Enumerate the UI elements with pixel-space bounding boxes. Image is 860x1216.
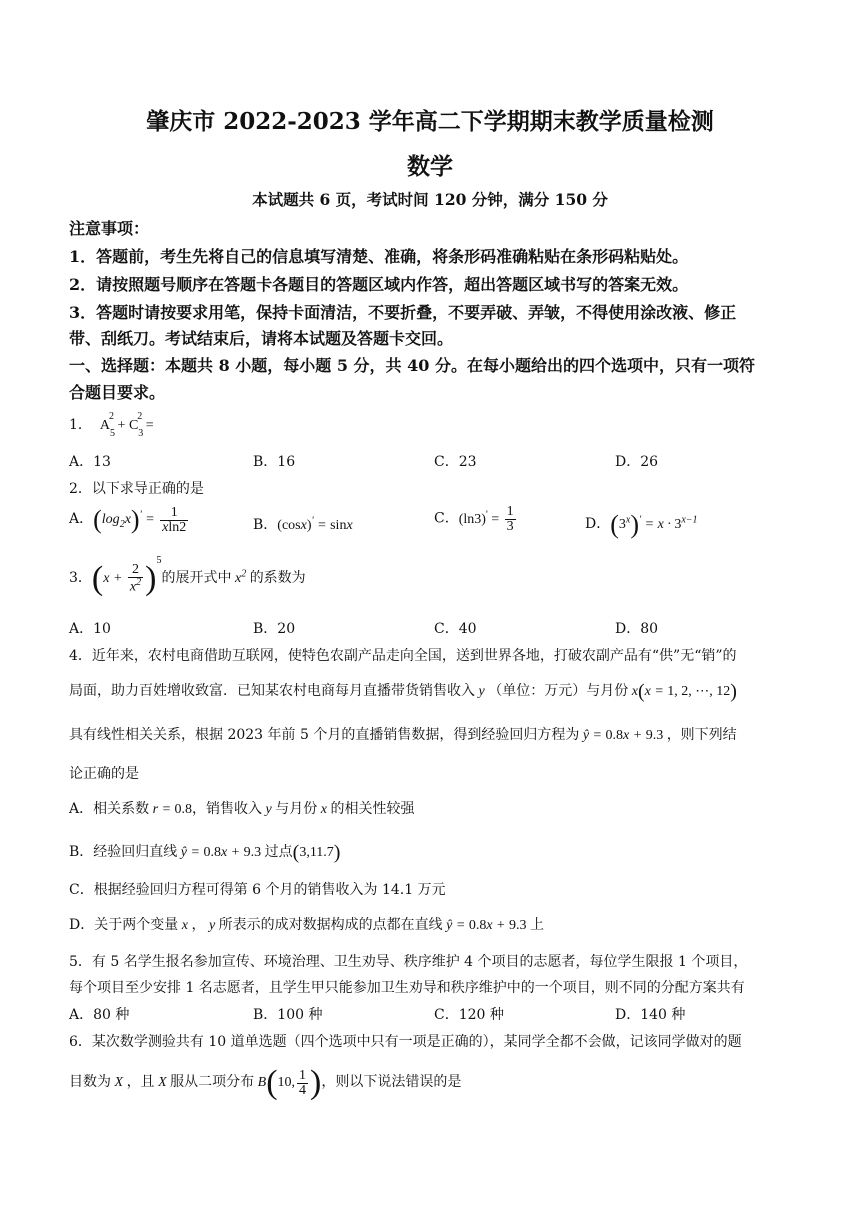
q2-option-a: A．$(\log_2x)'$ = $\frac{1}{xln2}$ (69, 504, 187, 535)
question-5-line-1: 5．有 5 名学生报名参加宣传、环境治理、卫生劝导、秩序维护 4 个项目的志愿者，每位学生限报 1 个项目， (69, 954, 748, 970)
q2-option-c: C．(ln3)' = $\frac{1}{3}$ (434, 504, 514, 534)
q1-option-d: D．26 (615, 454, 659, 470)
section-heading-cont: 合题目要求。 (69, 383, 166, 402)
subject-title: 数学 (407, 153, 453, 180)
exam-info: 本试题共 6 页，考试时间 120 分钟，满分 150 分 (252, 190, 608, 209)
question-1: 1． $A_5^2 + C_3^2$ = (69, 411, 154, 439)
q3-option-b: B．20 (253, 621, 296, 637)
note-item-1: 1．答题前，考生先将自己的信息填写清楚、准确，将条形码准确粘贴在条形码粘贴处。 (69, 247, 689, 266)
question-4-line-3: 具有线性相关关系，根据 2023 年前 5 个月的直播销售数据，得到经验回归方程为 ŷ = 0.8x + 9.3 ，则下列结 (69, 727, 737, 743)
question-2: 2．以下求导正确的是 (69, 481, 204, 497)
question-6-line-2: 目数为 X ，且 X 服从二项分布 B(10, $\frac{1}{4}$ )，则以下说法错误的是 (69, 1064, 462, 1101)
q1-option-c: C．23 (434, 454, 477, 470)
q4-option-b: B．经验回归直线 ŷ = 0.8x + 9.3 过点(3,11.7) (69, 841, 341, 864)
q4-option-a: A．相关系数 r = 0.8，销售收入 y 与月份 x 的相关性较强 (69, 801, 415, 817)
q2-option-b: B．(cosx)' = sinx (253, 515, 353, 533)
question-6-line-1: 6．某次数学测验共有 10 道单选题（四个选项中只有一项是正确的），某同学全都不会做，记该同学做对的题 (69, 1034, 742, 1050)
question-4-line-4: 论正确的是 (69, 766, 139, 782)
q5-option-a: A．80 种 (69, 1007, 130, 1023)
q3-option-c: C．40 (434, 621, 477, 637)
q1-option-b: B．16 (253, 454, 296, 470)
question-5-line-2: 每个项目至少安排 1 名志愿者，且学生甲只能参加卫生劝导和秩序维护中的一个项目，则不同的分配方案共有 (69, 980, 745, 996)
note-item-3-cont: 带、刮纸刀。考试结束后，请将本试题及答题卡交回。 (69, 329, 454, 348)
question-3: 3．(x + $\frac{2}{x^2}$ )$^5$的展开式中 $x^2$ 的系数为 (69, 554, 306, 597)
q4-option-d: D．关于两个变量 x ， y 所表示的成对数据构成的点都在直线 ŷ = 0.8x + 9.3 上 (69, 917, 545, 933)
section-heading: 一、选择题：本题共 8 小题，每小题 5 分，共 40 分。在每小题给出的四个选项中，只有一项符 (69, 356, 755, 375)
exam-title: 肇庆市 2022-2023 学年高二下学期期末教学质量检测 (146, 108, 714, 135)
question-4-line-1: 4．近年来，农村电商借助互联网，使特色农副产品走向全国，送到世界各地，打破农副产品有“供”无“销”的 (69, 648, 737, 664)
q5-option-d: D．140 种 (615, 1007, 686, 1023)
q2-option-d: D．$(3^x)' = x \cdot 3^{x-1}$ (585, 510, 698, 539)
q3-option-a: A．10 (69, 621, 111, 637)
q3-option-d: D．80 (615, 621, 659, 637)
q5-option-c: C．120 种 (434, 1007, 504, 1023)
question-4-line-2: 局面，助力百姓增收致富．已知某农村电商每月直播带货销售收入 y （单位：万元）与月份 x(x = 1, 2, ⋯, 12) (69, 680, 737, 703)
note-item-2: 2．请按照题号顺序在答题卡各题目的答题区域内作答，超出答题区域书写的答案无效。 (69, 275, 689, 294)
q5-option-b: B．100 种 (253, 1007, 323, 1023)
q1-option-a: A．13 (69, 454, 111, 470)
note-item-3: 3．答题时请按要求用笔，保持卡面清洁，不要折叠，不要弄破、弄皱，不得使用涂改液、修正 (69, 303, 737, 322)
notes-heading: 注意事项： (69, 219, 150, 238)
q4-option-c: C．根据经验回归方程可得第 6 个月的销售收入为 14.1 万元 (69, 882, 446, 898)
